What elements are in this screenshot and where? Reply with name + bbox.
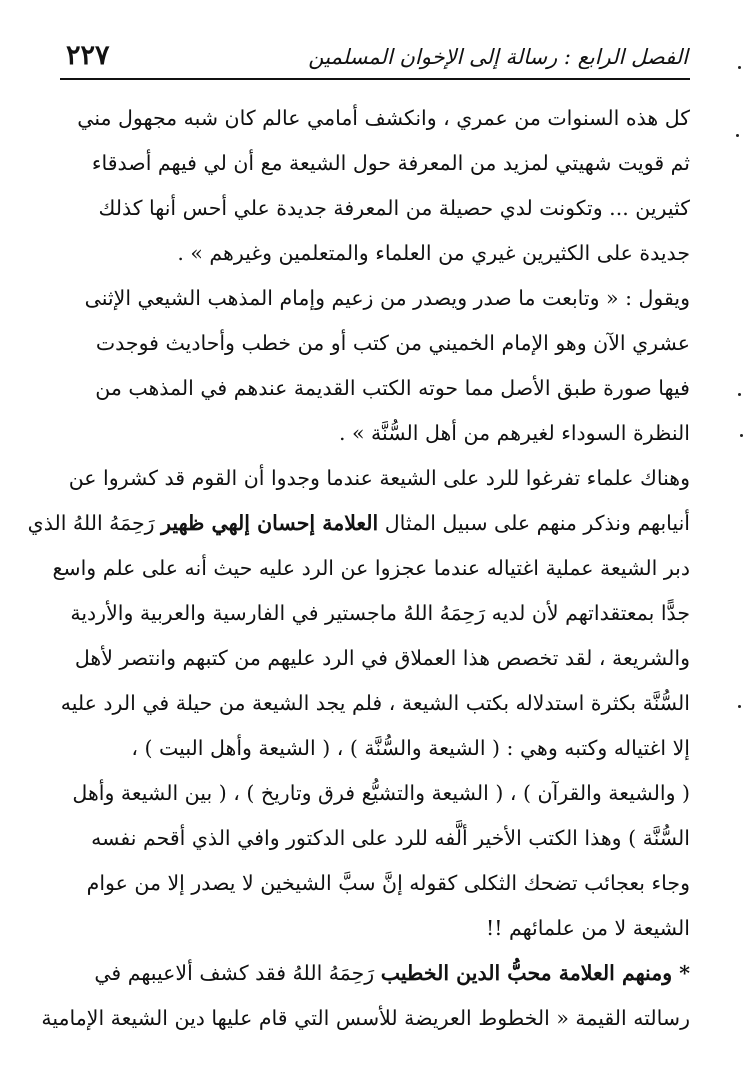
text-line: ويقول : « وتابعت ما صدر ويصدر من زعيم وإمام المذهب الشيعي الإثنى (84, 286, 690, 310)
margin-speck (738, 66, 741, 69)
header-rule (60, 78, 690, 80)
margin-speck (736, 134, 739, 137)
text-span: أنيابهم ونذكر منهم على سبيل المثال (378, 511, 690, 535)
text-line: ثم قويت شهيتي لمزيد من المعرفة حول الشيعة مع أن لي فيهم أصدقاء (91, 151, 690, 175)
page-number: ٢٢٧ (66, 40, 110, 71)
text-span: رَحِمَهُ اللهُ الذي (27, 511, 162, 535)
text-line: جديدة على الكثيرين غيري من العلماء والمتعلمين وغيرهم » . (177, 241, 690, 265)
text-line: والشريعة ، لقد تخصص هذا العملاق في الرد عليهم من كتبهم وانتصر لأهل (74, 646, 690, 670)
text-line (60, 951, 690, 996)
text-line: السُّنَّة ) وهذا الكتب الأخير ألَّفه للرد على الدكتور وافي الذي أقحم نفسه (91, 826, 690, 850)
text-line: السُّنَّة بكثرة استدلاله بكتب الشيعة ، فلم يجد الشيعة من حيلة في الرد عليه (60, 691, 690, 715)
paragraph-4 (41, 951, 690, 1041)
text-line: رسالته القيمة « الخطوط العريضة للأسس التي قام عليها دين الشيعة الإمامية (41, 1006, 690, 1030)
scholar-name: العلامة إحسان إلهي ظهير (161, 511, 379, 535)
margin-speck (738, 705, 741, 708)
bullet-marker: * (679, 961, 690, 985)
paragraph-1 (60, 96, 690, 276)
text-line: كثيرين ... وتكونت لدي حصيلة من المعرفة جديدة علي أحس أنها كذلك (98, 196, 690, 220)
text-span: رَحِمَهُ اللهُ فقد كشف ألاعيبهم في (94, 961, 381, 985)
margin-speck (740, 434, 743, 437)
text-line: وهناك علماء تفرغوا للرد على الشيعة عندما وجدوا أن القوم قد كشروا عن (68, 466, 690, 490)
running-title: الفصل الرابع : رسالة إلى الإخوان المسلمين (308, 45, 688, 69)
scholar-name: ومنهم العلامة محبُّ الدين الخطيب (380, 961, 680, 985)
paragraph-3 (27, 456, 690, 951)
text-line: فيها صورة طبق الأصل مما حوته الكتب القديمة عندهم في المذهب من (95, 376, 690, 400)
text-line: إلا اغتياله وكتبه وهي : ( الشيعة والسُّنَّة ) ، ( الشيعة وأهل البيت ) ، (131, 736, 690, 760)
text-line: النظرة السوداء لغيرهم من أهل السُّنَّة » . (338, 421, 690, 445)
text-line: كل هذه السنوات من عمري ، وانكشف أمامي عالم كان شبه مجهول مني (77, 106, 690, 130)
text-line: جدًّا بمعتقداتهم لأن لديه رَحِمَهُ اللهُ ماجستير في الفارسية والعربية والأردية (70, 601, 690, 625)
running-head (60, 36, 690, 80)
text-line: دبر الشيعة عملية اغتياله عندما عجزوا عن الرد عليه حيث أنه على علم واسع (52, 556, 690, 580)
text-line (27, 501, 690, 546)
text-line: ( والشيعة والقرآن ) ، ( الشيعة والتشيُّع فرق وتاريخ ) ، ( بين الشيعة وأهل (72, 781, 690, 805)
body-text (27, 96, 690, 1041)
text-line: عشري الآن وهو الإمام الخميني من كتب أو من خطب وأحاديث فوجدت (95, 331, 690, 355)
margin-speck (738, 393, 741, 396)
text-line: الشيعة لا من علمائهم !! (485, 916, 690, 940)
text-line: وجاء بعجائب تضحك الثكلى كقوله إنَّ سبَّ الشيخين لا يصدر إلا من عوام (86, 871, 690, 895)
paragraph-2 (60, 276, 690, 456)
